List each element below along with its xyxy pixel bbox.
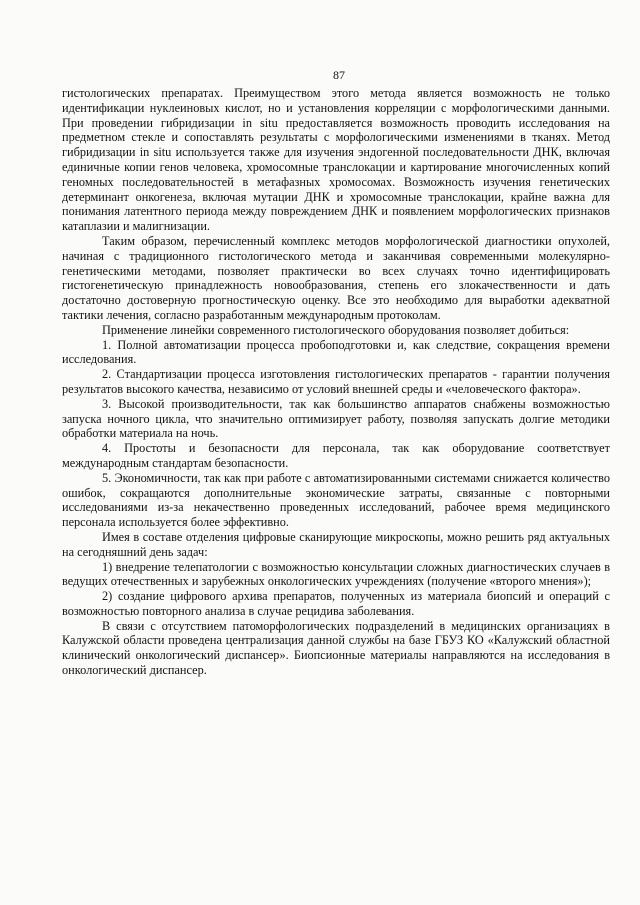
paragraph: гистологических препаратах. Преимуществом этого метода является возможность не только идентификации нуклеиновых кислот, но и установления корреляции с морфологическими данными. При проведении гибридизации in situ предоставляется возможность проводить исследования на предметном стекле и сопоставлять результаты с морфологическими изменениями в тканях. Метод гибридизации in situ используется также для изучения эндогенной последовательности ДНК, включая единичные копии генов человека, хромосомные транслокации и картирование многочисленных копий геномных последовательностей в метафазных хромосомах. Возможность изучения генетических детерминант онкогенеза, включая мутации ДНК и хромосомные транслокации, крайне важна для понимания латентного периода между повреждением ДНК и появлением морфологических признаков катаплазии и малигнизации. [62,86,610,234]
paragraph: 5. Экономичности, так как при работе с автоматизированными системами снижается количество ошибок, сокращаются дополнительные экономические затраты, связанные с повторными исследованиями из-за некачественно проведенных исследований, рабочее время медицинского персонала используется более эффективно. [62,470,610,530]
paragraph: 1. Полной автоматизации процесса пробоподготовки и, как следствие, сокращения времени исследования. [62,337,610,367]
page-number: 87 [333,68,345,82]
paragraph: 4. Простоты и безопасности для персонала, так как оборудование соответствует международным стандартам безопасности. [62,441,610,470]
body-text [62,86,610,678]
paragraph: 2) создание цифрового архива препаратов, полученных из материала биопсий и операций с возможностью повторного анализа в случае рецидива заболевания. [62,589,610,618]
paragraph: Применение линейки современного гистологического оборудования позволяет добиться: [102,322,570,337]
paragraph: 2. Стандартизации процесса изготовления гистологических препаратов - гарантии получения результатов высокого качества, независимо от условий внешней среды и «человеческого фактора». [62,367,610,396]
paragraph: Таким образом, перечисленный комплекс методов морфологической диагностики опухолей, начиная с традиционного гистологического метода и заканчивая современными молекулярно-генетическими методами, позволяет практически во всех случаях точно идентифицировать гистогенетическую принадлежность новообразования, степень его злокачественности и дать достаточно достоверную прогностическую оценку. Все это необходимо для выработки адекватной тактики лечения, согласно разработанным международным протоколам. [62,233,610,322]
paragraph: 3. Высокой производительности, так как большинство аппаратов снабжены возможностью запуска ночного цикла, что значительно оптимизирует работу, позволяя запускать долгие методики обработки материала на ночь. [62,396,610,441]
paragraph: Имея в составе отделения цифровые сканирующие микроскопы, можно решить ряд актуальных на сегодняшний день задач: [62,529,610,559]
paragraph: В связи с отсутствием патоморфологических подразделений в медицинских организациях в Калужской области проведена централизация данной службы на базе ГБУЗ КО «Калужский областной клинический онкологический диспансер». Биопсионные материалы направляются на исследования в онкологический диспансер. [62,618,610,678]
paragraph: 1) внедрение телепатологии с возможностью консультации сложных диагностических случаев в ведущих отечественных и зарубежных онкологических учреждениях (получение «второго мнения»); [62,559,610,589]
